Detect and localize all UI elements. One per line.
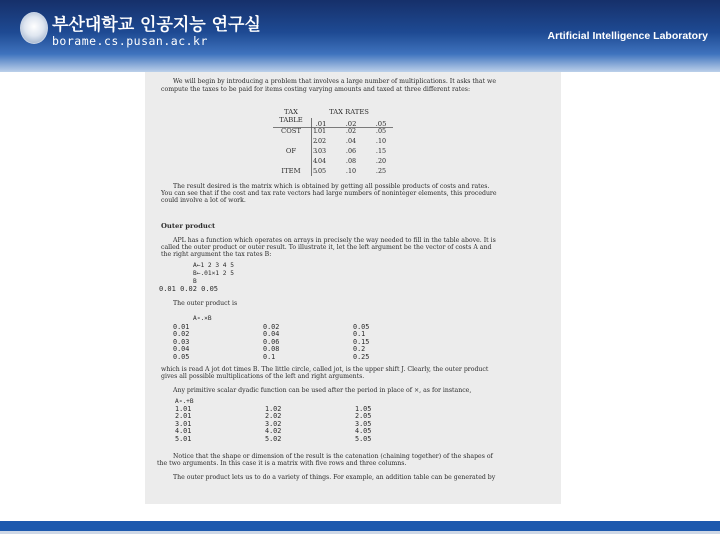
tax-cell: .15 [375, 147, 387, 155]
matrix-cell: 0.04 [263, 330, 280, 339]
tax-cell: .01 [315, 127, 327, 135]
apl-line-3: the right argument the tax rates B: [161, 251, 272, 258]
matrix-cell: 3.02 [265, 419, 282, 428]
tax-row-number: 2 [313, 137, 318, 145]
tax-row-number: 4 [313, 157, 318, 165]
matrix-cell: 0.02 [263, 323, 280, 331]
tax-cell: .05 [315, 167, 327, 175]
tax-rate-1: .01 [315, 120, 327, 128]
matrix-cell: 1.01 [175, 405, 192, 413]
university-seal-icon [20, 12, 48, 44]
tax-cell: .25 [375, 167, 387, 175]
side-label-of: OF [285, 147, 297, 155]
matrix-cell: 2.05 [355, 412, 372, 421]
matrix-cell: 4.01 [175, 427, 192, 436]
footer-bar [0, 521, 720, 531]
matrix-cell: 0.03 [173, 337, 190, 346]
plus-expr: A∘.+B [175, 398, 194, 405]
tax-cell: .04 [345, 137, 357, 145]
code-line-a: A←1 2 3 4 5 [193, 262, 234, 269]
header-banner [0, 0, 720, 72]
tax-cell: .20 [375, 157, 387, 165]
tax-row-number: 3 [313, 147, 318, 155]
matrix-cell: 4.02 [265, 427, 282, 436]
tax-rate-2: .02 [345, 120, 357, 128]
side-label-cost: COST [281, 127, 301, 135]
matrix-cell: 5.01 [175, 434, 192, 443]
result-line-3: could involve a lot of work. [161, 197, 246, 204]
apl-line-2: called the outer product or outer result. To illustrate it, let the left argument be the vector of costs A and [161, 244, 492, 251]
tax-cell: .10 [345, 167, 357, 175]
read-line-1: which is read A jot dot times B. The little circle, called jot, is the upper shift J. Clearly, the outer product [161, 366, 489, 373]
matrix-cell: 5.02 [265, 434, 282, 443]
shape-line-1: Notice that the shape or dimension of the result is the catenation (chaining together) of the shapes of [173, 453, 493, 460]
lab-name: Artificial Intelligence Laboratory [547, 30, 708, 42]
matrix-cell: 0.04 [173, 345, 190, 354]
code-line-c: B [193, 278, 197, 285]
dyadic-line: Any primitive scalar dyadic function can be used after the period in place of ×, as for instance, [173, 387, 472, 394]
matrix-cell: 2.02 [265, 412, 282, 421]
result-line-1: The result desired is the matrix which is obtained by getting all possible products of costs and rates. [173, 183, 490, 190]
tax-cell: .08 [345, 157, 357, 165]
matrix-cell: 0.05 [173, 352, 190, 361]
matrix-cell: 0.1 [353, 330, 366, 339]
matrix-cell: 0.02 [173, 330, 190, 339]
matrix-cell: 1.02 [265, 405, 282, 413]
matrix-cell: 5.05 [355, 434, 372, 443]
footer-stripe [0, 531, 720, 534]
tax-cell: .02 [315, 137, 327, 145]
site-url[interactable]: borame.cs.pusan.ac.kr [52, 34, 208, 48]
read-line-2: gives all possible multiplications of the left and right arguments. [161, 373, 365, 380]
tax-cell: .06 [345, 147, 357, 155]
tax-row-number: 5 [313, 167, 318, 175]
code-line-b: B←.01×1 2 5 [193, 270, 234, 277]
tax-rate-3: .05 [375, 120, 387, 128]
tax-table-head-2: TABLE [279, 116, 303, 124]
tax-rates-title: TAX RATES [329, 108, 369, 116]
side-label-item: ITEM [281, 167, 301, 175]
matrix-cell: 0.05 [353, 323, 370, 331]
tax-row-number: 1 [313, 127, 318, 135]
tax-cell: .05 [375, 127, 387, 135]
matrix-cell: 1.05 [355, 405, 372, 413]
matrix-cell: 0.1 [263, 352, 276, 361]
matrix-cell: 0.15 [353, 337, 370, 346]
section-title: Outer product [161, 222, 216, 230]
last-line: The outer product lets us to do a variety of things. For example, an addition table can be generated by [173, 474, 496, 481]
intro-line-1: We will begin by introducing a problem that involves a large number of multiplications. It asks that we [173, 78, 496, 85]
matrix-cell: 0.06 [263, 337, 280, 346]
site-title: 부산대학교 인공지능 연구실 [52, 15, 261, 35]
matrix-cell: 0.2 [353, 345, 366, 354]
matrix-cell: 0.08 [263, 345, 280, 354]
outer-product-label: The outer product is [173, 300, 238, 307]
matrix-cell: 0.01 [173, 323, 190, 331]
shape-line-2: the two arguments. In this case it is a matrix with five rows and three columns. [157, 460, 407, 467]
matrix-cell: 3.05 [355, 419, 372, 428]
scanned-document [145, 72, 561, 504]
intro-line-2: compute the taxes to be paid for items costing varying amounts and taxed at three different rates: [161, 86, 471, 93]
matrix-cell: 2.01 [175, 412, 192, 421]
tax-cell: .03 [315, 147, 327, 155]
matrix-cell: 4.05 [355, 427, 372, 436]
tax-cell: .10 [375, 137, 387, 145]
tax-table-head-1: TAX [284, 108, 298, 116]
tax-cell: .02 [345, 127, 357, 135]
result-line-2: You can see that if the cost and tax rate vectors had large numbers of noninteger elements, this procedure [161, 190, 497, 197]
matrix-cell: 0.25 [353, 352, 370, 361]
apl-line-1: APL has a function which operates on arrays in precisely the way needed to fill in the table above. It is [173, 237, 496, 244]
tax-cell: .04 [315, 157, 327, 165]
matrix-cell: 3.01 [175, 419, 192, 428]
code-b-value: 0.01 0.02 0.05 [159, 285, 219, 293]
outer-product-expr: A∘.×B [193, 315, 212, 322]
